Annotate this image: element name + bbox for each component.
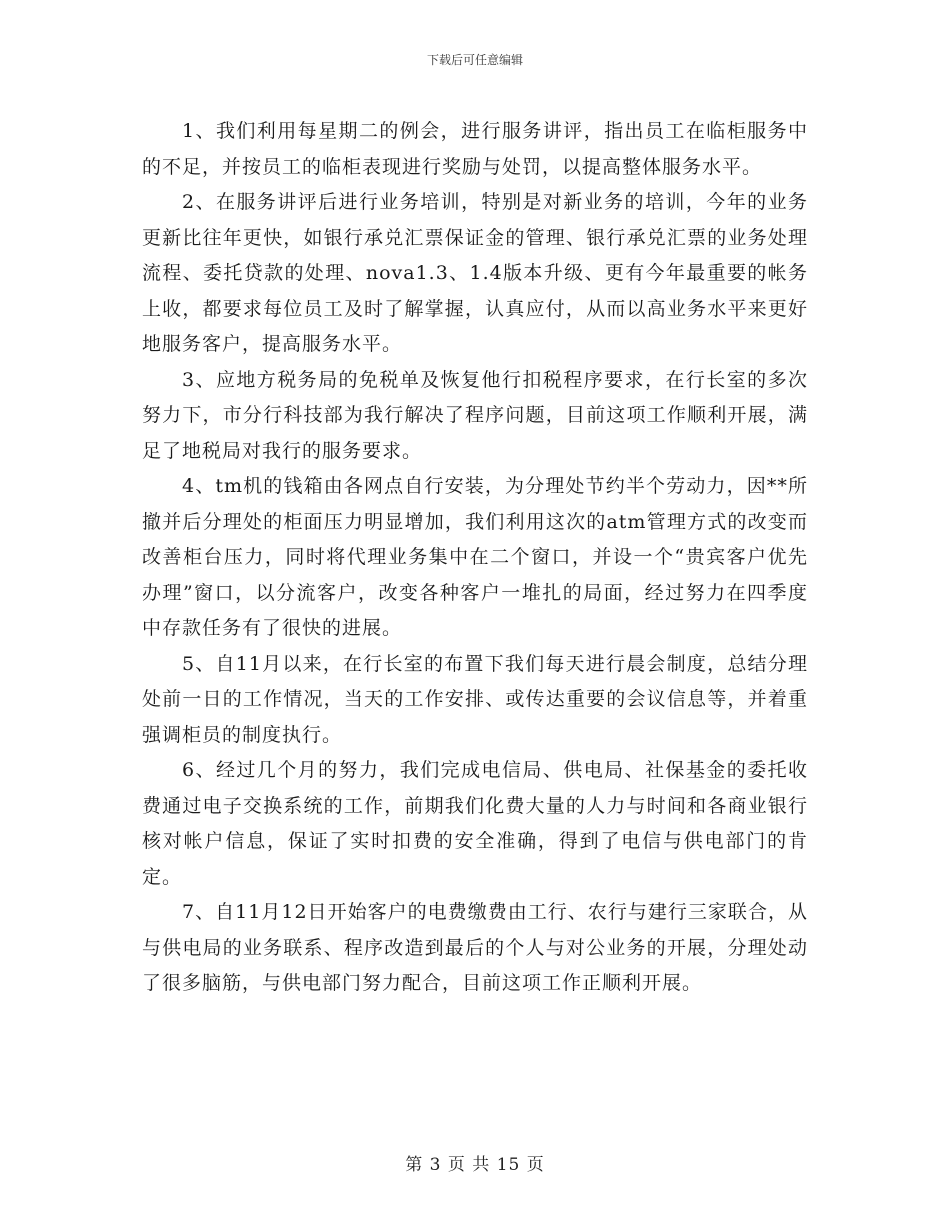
- page-number-footer: 第 3 页 共 15 页: [405, 1155, 545, 1175]
- paragraph-5: 5、自11月以来，在行长室的布置下我们每天进行晨会制度，总结分理处前一日的工作情况，当天的工作安排、或传达重要的会议信息等，并着重强调柜员的制度执行。: [142, 652, 808, 746]
- paragraph-3: 3、应地方税务局的免税单及恢复他行扣税程序要求，在行长室的多次努力下，市分行科技部为我行解决了程序问题，目前这项工作顺利开展，满足了地税局对我行的服务要求。: [142, 368, 808, 462]
- paragraph-6: 6、经过几个月的努力，我们完成电信局、供电局、社保基金的委托收费通过电子交换系统的工作，前期我们化费大量的人力与时间和各商业银行核对帐户信息，保证了实时扣费的安全准确，得到了电信与供电部门的肯定。: [142, 759, 808, 888]
- paragraph-2: 2、在服务讲评后进行业务培训，特别是对新业务的培训，今年的业务更新比往年更快，如银行承兑汇票保证金的管理、银行承兑汇票的业务处理流程、委托贷款的处理、nova1.3、1.4版本升级、更有今年最重要的帐务上收，都要求每位员工及时了解掌握，认真应付，从而以高业务水平来更好地服务客户，提高服务水平。: [142, 191, 808, 355]
- paragraph-4: 4、tm机的钱箱由各网点自行安装，为分理处节约半个劳动力，因**所撤并后分理处的柜面压力明显增加，我们利用这次的atm管理方式的改变而改善柜台压力，同时将代理业务集中在二个窗口，并设一个“贵宾客户优先办理”窗口，以分流客户，改变各种客户一堆扎的局面，经过努力在四季度中存款任务有了很快的进展。: [142, 475, 808, 639]
- paragraph-1: 1、我们利用每星期二的例会，进行服务讲评，指出员工在临柜服务中的不足，并按员工的临柜表现进行奖励与处罚，以提高整体服务水平。: [142, 120, 808, 178]
- page-header-note: 下载后可任意编辑: [426, 53, 523, 67]
- paragraph-7: 7、自11月12日开始客户的电费缴费由工行、农行与建行三家联合，从与供电局的业务联系、程序改造到最后的个人与对公业务的开展，分理处动了很多脑筋，与供电部门努力配合，目前这项工作正顺利开展。: [142, 901, 808, 994]
- document-body: [142, 114, 808, 1002]
